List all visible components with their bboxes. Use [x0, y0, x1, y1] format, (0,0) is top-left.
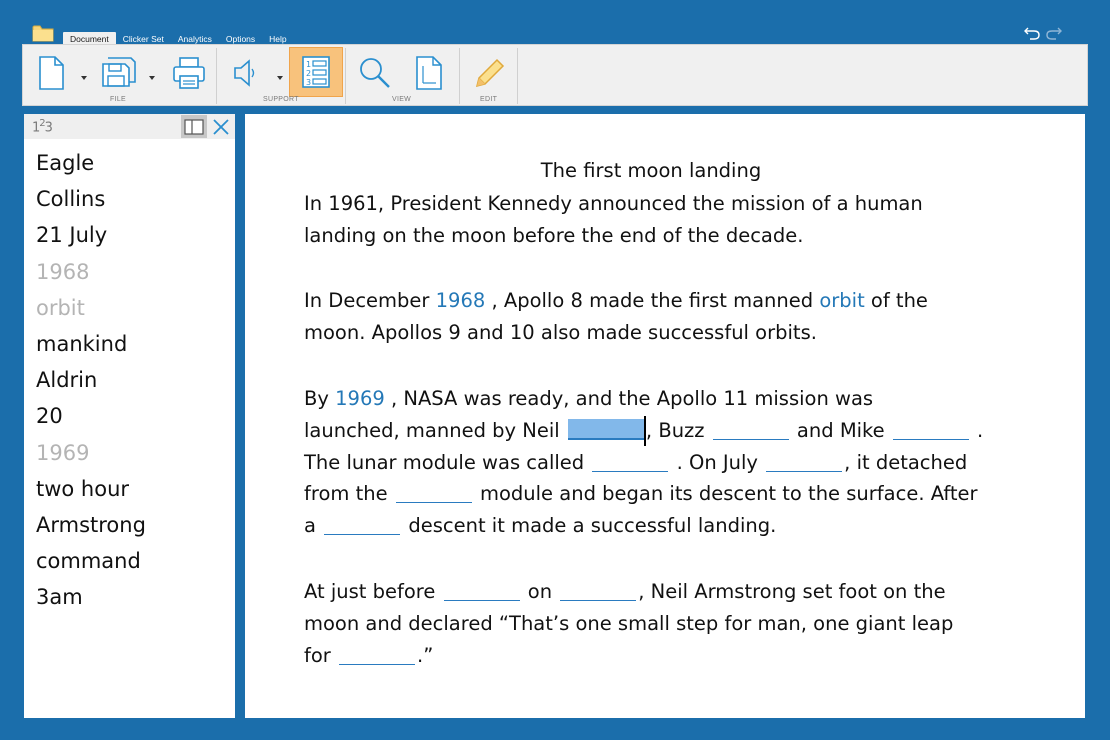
svg-text:1: 1 [306, 60, 312, 69]
text-run: .” [417, 643, 434, 667]
text-line [304, 447, 983, 479]
tab-clicker-set[interactable]: Clicker Set [122, 34, 164, 44]
folder-icon[interactable] [32, 24, 54, 42]
filled-gap[interactable]: orbit [819, 289, 865, 312]
text-run: on [521, 580, 559, 603]
pencil-icon [473, 56, 505, 90]
text-line [304, 415, 983, 447]
new-document-dropdown[interactable] [79, 67, 89, 75]
text-run: descent it made a successful landing. [402, 514, 777, 538]
group-label-support: SUPPORT [263, 96, 299, 103]
text-run: and Mike [790, 418, 891, 442]
text-run: , Apollo 8 made the first manned [485, 289, 820, 312]
paragraph-2 [304, 285, 928, 349]
gap-blank[interactable] [893, 419, 969, 440]
ribbon-divider [216, 48, 217, 104]
text-line: landing on the moon before the end of the decade. [304, 223, 804, 247]
gap-blank[interactable] [339, 644, 415, 665]
text-run: , NASA was ready, and the Apollo 11 mission was [384, 387, 874, 410]
svg-text:2: 2 [306, 69, 312, 78]
gap-blank[interactable] [592, 451, 668, 472]
text-line [304, 576, 953, 608]
zoom-button[interactable] [353, 49, 397, 97]
text-line [304, 510, 983, 542]
text-run: , Buzz [645, 418, 711, 442]
speech-button[interactable] [225, 49, 265, 97]
text-line: In 1961, President Kennedy announced the mission of a human [304, 192, 923, 215]
word-list-item[interactable]: 1969 [36, 440, 90, 465]
word-list-item[interactable]: orbit [36, 295, 85, 320]
edit-button[interactable] [467, 49, 511, 97]
text-run: launched, manned by Neil [304, 418, 566, 442]
numbered-list-icon [301, 55, 331, 89]
group-label-view: VIEW [392, 96, 412, 103]
paragraph-4 [304, 576, 953, 671]
gap-blank[interactable] [560, 580, 636, 601]
panel-layout-icon [184, 119, 204, 135]
page-size-icon [414, 56, 444, 90]
filled-gap[interactable]: 1968 [435, 289, 486, 312]
text-run: By [304, 387, 336, 410]
printer-icon [172, 56, 206, 90]
save-dropdown[interactable] [147, 67, 157, 75]
speech-dropdown[interactable] [275, 67, 285, 75]
ribbon-toolbar [22, 44, 1088, 106]
close-icon [212, 118, 230, 136]
new-document-icon [37, 56, 65, 90]
group-label-edit: EDIT [480, 96, 498, 103]
document-title: The first moon landing [540, 159, 762, 182]
new-document-button[interactable] [31, 49, 71, 97]
speaker-icon [231, 56, 259, 90]
word-list-item[interactable]: Armstrong [36, 512, 146, 537]
word-list [36, 145, 146, 615]
gap-blank[interactable] [713, 419, 789, 440]
word-list-item[interactable]: 3am [36, 585, 83, 610]
text-run: At just before [304, 580, 442, 603]
text-run: from the [304, 482, 394, 506]
numbers-icon: $1^23$ [32, 118, 52, 136]
text-run: . On July [670, 450, 765, 474]
word-list-header [24, 114, 235, 139]
undo-icon[interactable] [1023, 24, 1041, 42]
ribbon-divider [517, 48, 518, 104]
save-button[interactable] [97, 49, 141, 97]
tab-analytics[interactable]: Analytics [177, 34, 212, 44]
text-run: of the [864, 289, 928, 312]
word-list-item[interactable]: Eagle [36, 151, 95, 175]
gap-blank[interactable] [396, 482, 472, 503]
redo-icon[interactable] [1045, 24, 1063, 42]
print-button[interactable] [167, 49, 211, 97]
text-line: moon and declared “That’s one small step for man, one giant leap [304, 611, 954, 635]
svg-text:3: 3 [306, 78, 312, 87]
word-list-item[interactable]: two hour [36, 476, 130, 501]
text-run: module and began its descent to the surface. After [473, 482, 978, 506]
tab-help[interactable]: Help [269, 34, 287, 44]
text-run: The lunar module was called [304, 450, 591, 474]
gap-blank-selected[interactable] [568, 419, 644, 440]
page-size-button[interactable] [407, 49, 451, 97]
word-list-button[interactable] [289, 47, 343, 97]
gap-blank[interactable] [444, 580, 520, 601]
word-list-item[interactable]: Collins [36, 187, 106, 212]
tab-document[interactable]: Document [63, 32, 116, 46]
text-run: . [970, 418, 984, 442]
paragraph-1 [304, 188, 923, 252]
ribbon-divider [345, 48, 346, 104]
text-run: a [304, 514, 323, 538]
text-run: , it detached [844, 450, 968, 474]
filled-gap[interactable]: 1969 [335, 387, 385, 410]
word-list-item[interactable]: 21 July [36, 223, 108, 248]
text-line [304, 640, 953, 672]
text-line [304, 285, 928, 317]
gap-blank[interactable] [324, 514, 400, 535]
text-line [304, 383, 983, 415]
gap-blank[interactable] [766, 451, 842, 472]
document-page[interactable] [245, 114, 1085, 718]
text-run: In December [304, 289, 436, 312]
group-label-file: FILE [110, 96, 126, 103]
close-panel-button[interactable] [209, 115, 233, 138]
text-run: , Neil Armstrong set foot on the [638, 580, 946, 603]
word-list-item[interactable]: mankind [36, 331, 128, 356]
text-line: moon. Apollos 9 and 10 also made successful orbits. [304, 320, 817, 344]
tab-options[interactable]: Options [225, 34, 256, 44]
layout-toggle-button[interactable] [181, 115, 207, 138]
save-icon [101, 56, 137, 90]
word-list-item[interactable]: 1968 [36, 259, 90, 284]
word-list-item[interactable]: command [36, 549, 141, 574]
text-run: for [304, 643, 338, 667]
paragraph-3 [304, 383, 983, 542]
magnifier-icon [358, 56, 392, 90]
word-list-item[interactable]: Aldrin [36, 368, 98, 393]
word-list-panel [24, 114, 235, 718]
word-list-item[interactable]: 20 [36, 404, 63, 429]
text-line [304, 478, 983, 510]
ribbon-divider [459, 48, 460, 104]
